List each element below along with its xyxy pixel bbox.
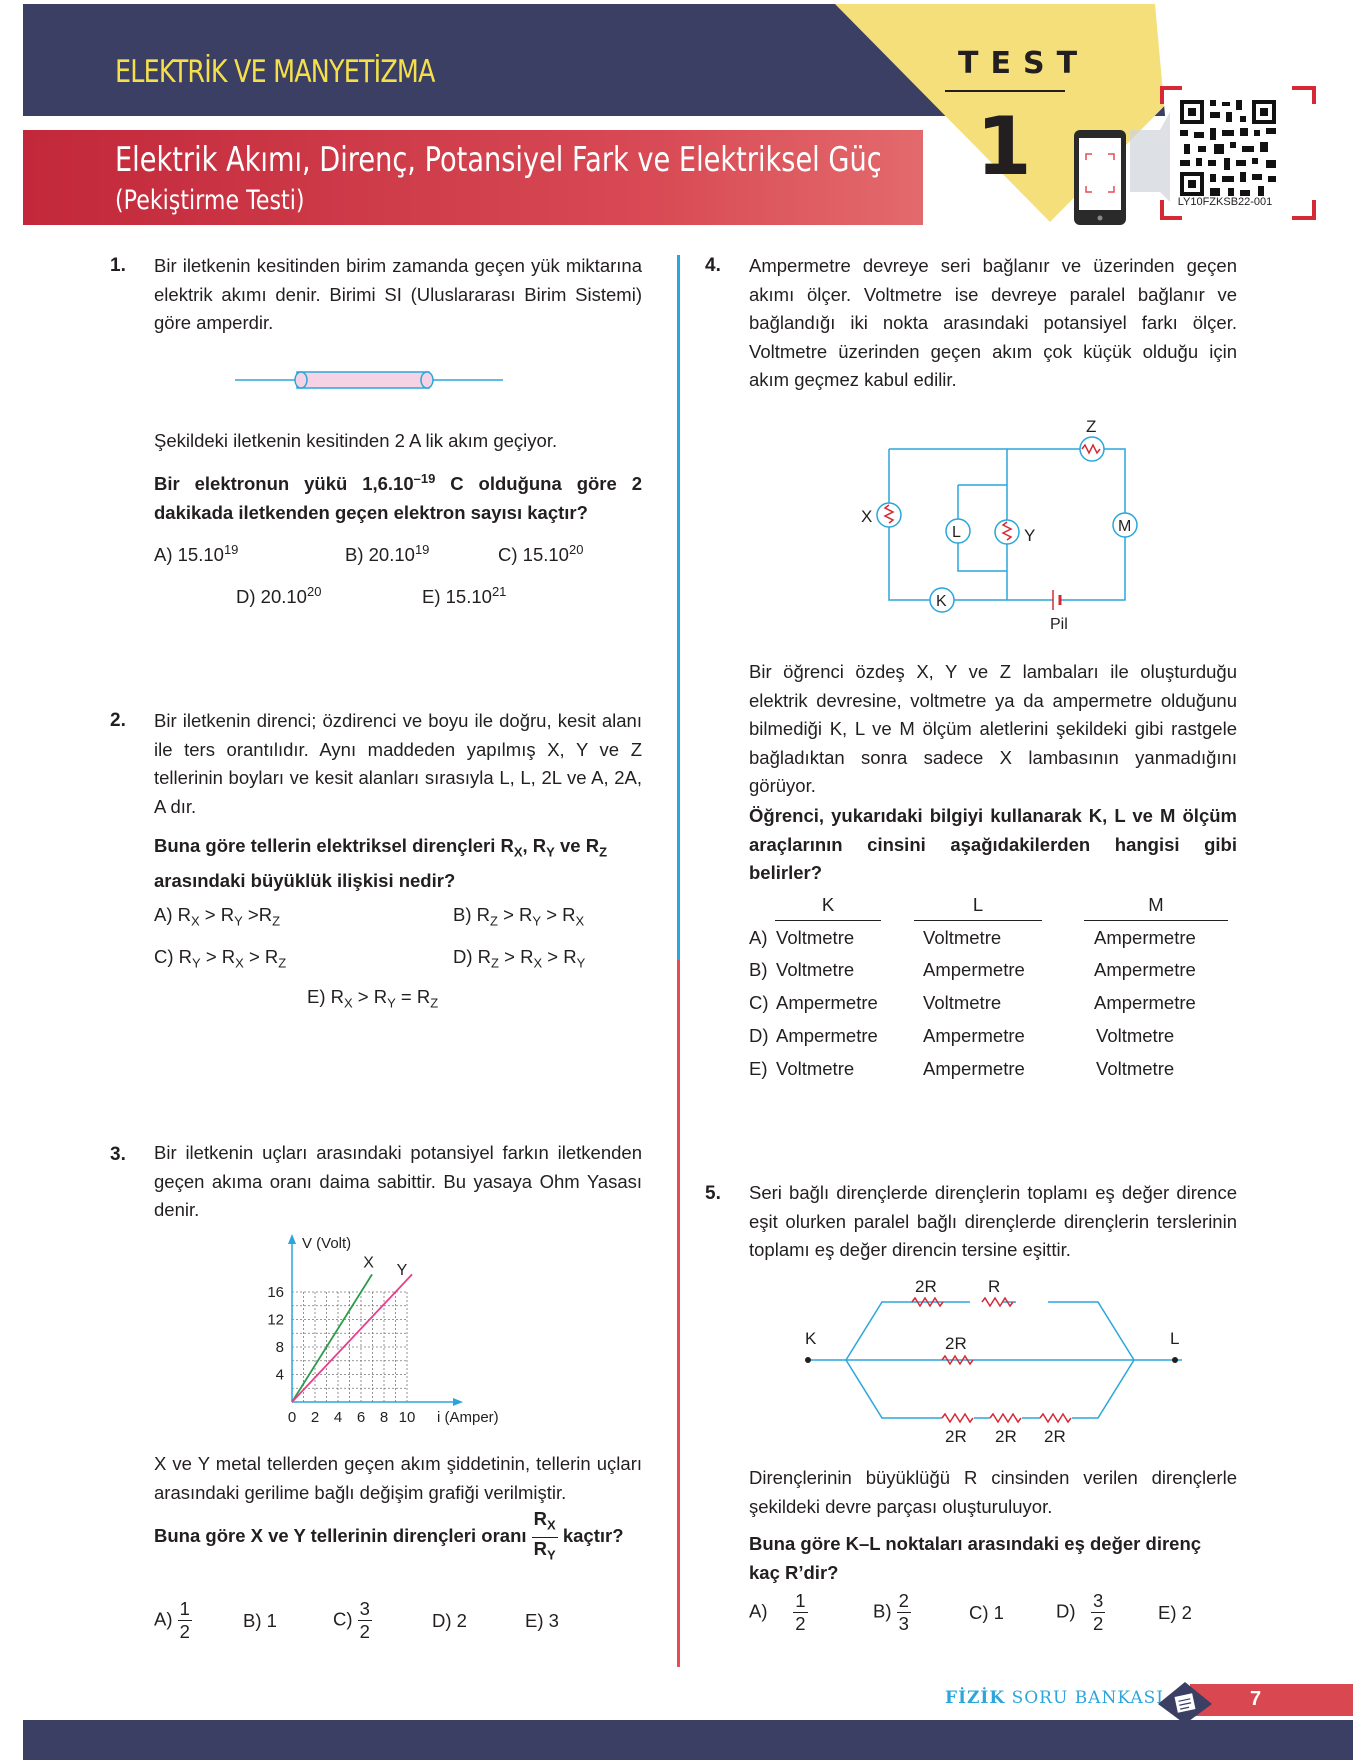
- page-number: 7: [1250, 1688, 1262, 1710]
- row-m: Voltmetre: [1096, 1058, 1175, 1079]
- chart-grid: [292, 1292, 407, 1402]
- label-top-2: R: [988, 1277, 1001, 1296]
- test-label: TEST: [958, 46, 1090, 81]
- footer-page-band: [1190, 1684, 1353, 1716]
- table-header-m: M: [1084, 894, 1228, 921]
- question-1-prompt: [154, 465, 642, 527]
- lamp-y: [995, 520, 1019, 544]
- x-tick-label: 6: [356, 1409, 366, 1426]
- frac-den: 2: [179, 1621, 190, 1642]
- option-1d[interactable]: [236, 584, 321, 608]
- row-k: Voltmetre: [776, 927, 855, 948]
- table-header-k: K: [775, 894, 881, 921]
- frac-den: 2: [1092, 1613, 1104, 1634]
- question-3-info: X ve Y metal tellerden geçen akım şiddetinin, tellerin uçları arasındaki gerilime bağlı değişim grafiği verilmiştir.: [154, 1453, 642, 1503]
- question-5-info: Dirençlerinin büyüklüğü R cinsinden verilen dirençlerle şekildeki devre parçası oluşturuluyor.: [749, 1467, 1237, 1517]
- option-letter: A): [749, 1600, 768, 1622]
- question-3-number: 3.: [110, 1144, 126, 1165]
- chart-axes: [288, 1234, 463, 1406]
- ratio-fraction: $\frac{R_X}{R_Y}$: [533, 1508, 556, 1563]
- y-axis-label: V (Volt): [302, 1235, 352, 1252]
- x-tick-label: 10: [398, 1409, 416, 1426]
- option-1a[interactable]: [154, 542, 238, 566]
- label-bot-1: 2R: [945, 1427, 967, 1446]
- frac-den: 2: [359, 1621, 370, 1642]
- label-y: Y: [1024, 526, 1036, 545]
- option-text: A) 15.10: [154, 544, 224, 566]
- y-axis-arrow: [288, 1234, 296, 1244]
- option-letter: D): [1056, 1600, 1076, 1622]
- node-l: [1172, 1357, 1178, 1363]
- x-axis-arrow: [453, 1398, 463, 1406]
- label-pil: Pil: [1050, 616, 1068, 633]
- question-1-prompt-b: C olduğuna göre 2 dakikada iletkenden geçen elektron sayısı kaçtır?: [154, 473, 642, 523]
- question-1-prompt-a: Bir elektronun yükü 1,6.10: [154, 473, 414, 495]
- test-underline: [945, 90, 1065, 92]
- footer-brand: [945, 1688, 1164, 1708]
- row-l: Voltmetre: [923, 927, 1002, 948]
- question-5-number: 5.: [705, 1183, 721, 1204]
- question-4-info: Bir öğrenci özdeş X, Y ve Z lambaları ile oluşturduğu elektrik devresine, voltmetre ya da ampermetre olduğunu bilmediği K, L ve M ölçüm aletlerini şekildeki gibi rastgele bağladıktan sonra sadece X lambasının yanmadığını görüyor.: [749, 661, 1237, 796]
- footer-band: [23, 1720, 1353, 1760]
- x-tick-label: 4: [333, 1409, 343, 1426]
- y-tick-label: 4: [275, 1366, 284, 1384]
- resistor-mid: [942, 1356, 973, 1364]
- option-1c[interactable]: [498, 542, 583, 566]
- x-tick-label: 0: [287, 1409, 297, 1426]
- option-letter: C): [333, 1608, 353, 1630]
- label-l: L: [952, 524, 961, 541]
- question-2-prompt: Buna göre tellerin elektriksel dirençleri $R_X$, $R_Y$ ve $R_Z$ arasındaki büyüklük ilişkisi nedir?: [154, 835, 608, 892]
- row-letter: E): [749, 1058, 768, 1079]
- option-exp: 19: [223, 542, 239, 557]
- table-header-l: L: [914, 894, 1042, 921]
- question-1-prompt-exp: –19: [413, 471, 436, 486]
- row-letter: D): [749, 1025, 769, 1046]
- option-text: E) 15.10: [422, 586, 492, 608]
- option-2b[interactable]: B) $R_Z > R_Y > R_X$: [453, 904, 585, 929]
- label-z: Z: [1086, 417, 1097, 436]
- row-k: Voltmetre: [776, 959, 855, 980]
- frac-den: 2: [795, 1613, 806, 1634]
- resistor-bot-3: [1040, 1414, 1071, 1422]
- option-3d[interactable]: D) 2: [432, 1610, 467, 1631]
- frac-num: 3: [359, 1598, 370, 1619]
- option-2d[interactable]: D) $R_Z > R_X > R_Y$: [453, 946, 586, 971]
- option-text: C) 15.10: [498, 544, 569, 566]
- question-5-prompt: Buna göre K–L noktaları arasındaki eş değer direnç kaç R’dir?: [749, 1533, 1202, 1583]
- option-letter: B): [873, 1600, 892, 1622]
- option-exp: 21: [491, 584, 507, 599]
- phone-icon: [1074, 130, 1126, 225]
- column-divider-top: [677, 255, 680, 960]
- option-3e[interactable]: E) 3: [525, 1610, 559, 1631]
- series-line-y: [292, 1274, 412, 1402]
- test-number: 1: [976, 100, 1032, 193]
- qr-code-icon: [1178, 98, 1278, 198]
- option-5d[interactable]: [1056, 1590, 1105, 1635]
- question-4-prompt: Öğrenci, yukarıdaki bilgiyi kullanarak K, L ve M ölçüm araçlarının cinsini aşağıdakilerden hangisi gibi belirler?: [749, 805, 1237, 883]
- option-text: D) 20.10: [236, 586, 307, 608]
- question-2-text: Bir iletkenin direnci; özdirenci ve boyu ile doğru, kesit alanı ile ters orantılıdır. Aynı maddeden yapılmış X, Y ve Z tellerinin boyları ve kesit alanları sırasıyla L, L, 2L ve A, 2A, A dır.: [154, 710, 642, 817]
- option-letter: C): [154, 946, 174, 967]
- x-axis-label: i (Amper): [437, 1409, 499, 1426]
- question-4-text: Ampermetre devreye seri bağlanır ve üzerinden geçen akımı ölçer. Voltmetre ise devreye paralel bağlanır ve bağlandığı iki nokta arasındaki potansiyel farkı ölçer. Voltmetre üzerinden geçen akım çok küçük olduğu için akım geçmez kabul edilir.: [749, 255, 1237, 390]
- question-3-text: Bir iletkenin uçları arasındaki potansiyel farkın iletkenden geçen akıma oranı daima sabittir. Bu yasaya Ohm Yasası denir.: [154, 1142, 642, 1220]
- frac-num: 2: [898, 1590, 909, 1611]
- chart-series: [292, 1274, 412, 1402]
- row-m: Ampermetre: [1094, 959, 1196, 980]
- row-l: Voltmetre: [923, 992, 1002, 1013]
- lamp-x: [877, 503, 901, 527]
- question-3-prompt-a: Buna göre X ve Y tellerinin dirençleri oranı: [154, 1525, 527, 1547]
- x-tick-label: 8: [379, 1409, 389, 1426]
- row-k: Ampermetre: [776, 992, 878, 1013]
- frac-num: 1: [795, 1590, 806, 1611]
- option-letter: A): [154, 1608, 173, 1630]
- frac-den: 3: [898, 1613, 909, 1634]
- question-2-number: 2.: [110, 710, 126, 731]
- question-3-prompt-b: kaçtır?: [562, 1525, 624, 1547]
- y-tick-label: 12: [267, 1311, 284, 1329]
- question-5-text: Seri bağlı dirençlerde dirençlerin toplamı eş değer dirence eşit olurken paralel bağlı dirençlerde dirençlerin terslerinin toplamı eş değer direncin tersine eşittir.: [749, 1182, 1237, 1260]
- unit-title: ELEKTRİK VE MANYETİZMA: [115, 54, 435, 90]
- option-2a[interactable]: A) $R_X > R_Y >R_Z$: [154, 904, 281, 929]
- question-2-prompt-b: arasındaki büyüklük ilişkisi nedir?: [154, 870, 456, 892]
- label-top-1: 2R: [915, 1277, 937, 1296]
- x-tick-label: 2: [310, 1409, 320, 1426]
- row-letter: B): [749, 959, 768, 980]
- node-k: [805, 1357, 811, 1363]
- row-m: Ampermetre: [1094, 927, 1196, 948]
- option-3a[interactable]: [154, 1598, 192, 1643]
- scan-beam: [1130, 112, 1170, 202]
- resistor-top-2: [982, 1298, 1013, 1306]
- option-5e[interactable]: E) 2: [1158, 1602, 1192, 1623]
- option-2c[interactable]: C) $R_Y > R_X > R_Z$: [154, 946, 287, 971]
- row-l: Ampermetre: [923, 1025, 1025, 1046]
- option-letter: A): [154, 904, 173, 925]
- question-4-number: 4.: [705, 255, 721, 276]
- chart-labels: [267, 1235, 498, 1426]
- option-5a[interactable]: [749, 1590, 808, 1635]
- label-k: K: [936, 593, 947, 610]
- footer-brand-bold: FİZİK: [945, 1688, 1006, 1708]
- option-1b[interactable]: [345, 542, 429, 566]
- circuit-4: [850, 415, 1140, 635]
- row-m: Ampermetre: [1094, 992, 1196, 1013]
- option-exp: 19: [414, 542, 430, 557]
- series-line-x: [292, 1274, 372, 1402]
- frac-num: 3: [1092, 1590, 1104, 1611]
- row-l: Ampermetre: [923, 1058, 1025, 1079]
- resistor-bot-1: [942, 1414, 973, 1422]
- option-5b[interactable]: [873, 1590, 911, 1635]
- question-1-number: 1.: [110, 255, 126, 276]
- frac-num: 1: [179, 1598, 190, 1619]
- option-2e[interactable]: E) $R_X > R_Y = R_Z$: [307, 986, 439, 1011]
- label-bot-3: 2R: [1044, 1427, 1066, 1446]
- question-2-prompt-a: Buna göre tellerin elektriksel dirençleri R: [154, 835, 514, 856]
- conductor-figure: [235, 368, 505, 392]
- row-k: Ampermetre: [776, 1025, 878, 1046]
- question-3-prompt: [154, 1508, 642, 1566]
- question-1-text: Bir iletkenin kesitinden birim zamanda geçen yük miktarına elektrik akımı denir. Birimi SI (Uluslararası Birim Sistemi) göre amperdir.: [154, 255, 642, 333]
- question-1-info: Şekildeki iletkenin kesitinden 2 A lik akım geçiyor.: [154, 430, 558, 451]
- lamp-z: [1080, 437, 1104, 461]
- label-k: K: [805, 1329, 817, 1348]
- vi-graph: [250, 1230, 540, 1435]
- option-letter: D): [453, 946, 473, 967]
- option-1e[interactable]: [422, 584, 506, 608]
- option-exp: 20: [306, 584, 322, 599]
- row-letter: C): [749, 992, 769, 1013]
- option-letter: B): [453, 904, 472, 925]
- answer-rows: [749, 927, 1239, 1097]
- option-3b[interactable]: B) 1: [243, 1610, 277, 1631]
- label-bot-2: 2R: [995, 1427, 1017, 1446]
- option-3c[interactable]: [333, 1598, 372, 1643]
- phone-qr-graphic: [1070, 82, 1356, 232]
- y-tick-label: 16: [267, 1284, 284, 1301]
- option-text: B) 20.10: [345, 544, 415, 566]
- circuit-5: [790, 1270, 1200, 1450]
- row-l: Ampermetre: [923, 959, 1025, 980]
- label-l: L: [1170, 1329, 1180, 1348]
- label-mid: 2R: [945, 1334, 967, 1353]
- row-m: Voltmetre: [1096, 1025, 1175, 1046]
- label-x: X: [861, 507, 873, 526]
- y-tick-label: 8: [275, 1339, 284, 1356]
- row-k: Voltmetre: [776, 1058, 855, 1079]
- row-letter: A): [749, 927, 768, 948]
- battery-icon: [1053, 590, 1060, 610]
- test-subject: Elektrik Akımı, Direnç, Potansiyel Fark ve Elektriksel Güç: [115, 140, 882, 180]
- qr-code-label: LY10FZKSB22-001: [1177, 196, 1273, 208]
- resistor-top-1: [912, 1298, 943, 1306]
- column-divider-bottom: [677, 960, 680, 1667]
- series-label-y: Y: [396, 1261, 408, 1279]
- label-m: M: [1118, 518, 1132, 535]
- option-5c[interactable]: C) 1: [969, 1602, 1004, 1623]
- footer-brand-rest: SORU BANKASI: [1005, 1688, 1164, 1708]
- test-type: (Pekiştirme Testi): [115, 185, 305, 216]
- series-label-x: X: [363, 1254, 374, 1272]
- option-letter: E): [307, 986, 326, 1007]
- option-exp: 20: [568, 542, 584, 557]
- resistor-bot-2: [990, 1414, 1021, 1422]
